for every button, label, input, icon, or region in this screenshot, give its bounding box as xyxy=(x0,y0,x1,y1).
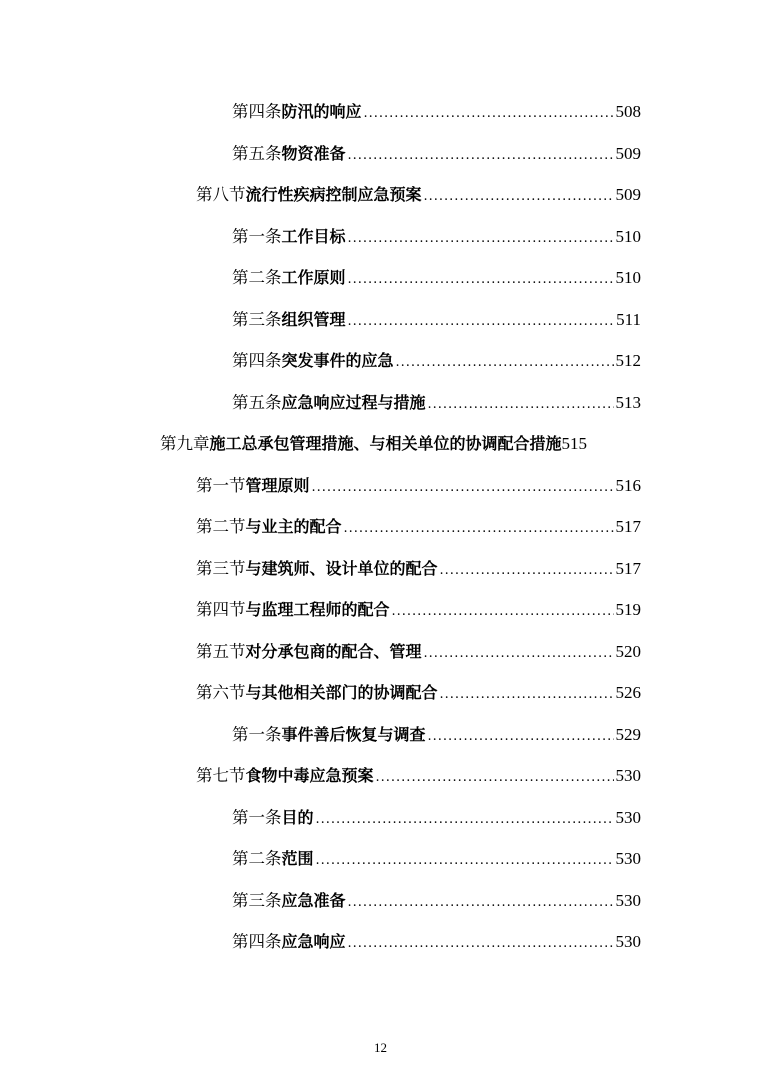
toc-entry xyxy=(160,428,656,454)
toc-leader-dots xyxy=(348,272,614,288)
toc-entry-number: 第一条 xyxy=(232,808,282,827)
toc-entry-page: 510 xyxy=(615,227,641,246)
toc-entry-page: 517 xyxy=(615,517,641,536)
toc-entry-page: 530 xyxy=(615,932,641,951)
toc-leader-dots xyxy=(344,521,614,537)
toc-entry xyxy=(232,719,641,745)
toc-entry-number: 第八节 xyxy=(196,185,246,204)
toc-entry-title: 对分承包商的配合、管理 xyxy=(245,642,422,661)
toc-entry xyxy=(196,179,641,205)
toc-leader-dots xyxy=(440,563,614,579)
toc-entry-title: 应急响应 xyxy=(281,932,346,951)
toc-entry-page: 530 xyxy=(615,891,641,910)
toc-entry-number: 第三节 xyxy=(196,559,246,578)
toc-leader-dots xyxy=(348,148,614,164)
toc-entry-page: 529 xyxy=(615,725,641,744)
toc-entry-number: 第六节 xyxy=(196,683,246,702)
toc-entry-page: 516 xyxy=(615,476,641,495)
toc-entry-page: 510 xyxy=(615,268,641,287)
toc-entry-number: 第三条 xyxy=(232,891,282,910)
toc-entry-title: 范围 xyxy=(281,849,314,868)
toc-entry-number: 第一条 xyxy=(232,227,282,246)
toc-entry-title: 与监理工程师的配合 xyxy=(245,600,390,619)
toc-entry-number: 第四条 xyxy=(232,102,282,121)
toc-entry-number: 第二条 xyxy=(232,268,282,287)
toc-entry-number: 第五条 xyxy=(232,144,282,163)
toc-entry-title: 防汛的响应 xyxy=(281,102,362,121)
toc-entry-number: 第二条 xyxy=(232,849,282,868)
toc-entry-title: 突发事件的应急 xyxy=(281,351,394,370)
toc-leader-dots xyxy=(424,189,614,205)
toc-entry-page: 530 xyxy=(615,849,641,868)
toc-entry-title: 与建筑师、设计单位的配合 xyxy=(245,559,438,578)
toc-entry xyxy=(196,553,641,579)
toc-entry-page: 530 xyxy=(615,808,641,827)
toc-entry-page: 508 xyxy=(615,102,641,121)
toc-entry-number: 第一节 xyxy=(196,476,246,495)
toc-leader-dots xyxy=(348,936,614,952)
toc-entry xyxy=(196,470,641,496)
toc-entry-number: 第五条 xyxy=(232,393,282,412)
toc-leader-dots xyxy=(428,729,614,745)
toc-entry-page: 513 xyxy=(615,393,641,412)
toc-entry-number: 第二节 xyxy=(196,517,246,536)
toc-entry-title: 应急响应过程与措施 xyxy=(281,393,426,412)
toc-leader-dots xyxy=(440,687,614,703)
toc-leader-dots xyxy=(348,895,614,911)
toc-leader-dots xyxy=(396,355,614,371)
toc-leader-dots xyxy=(348,231,614,247)
toc-entry xyxy=(232,304,641,330)
toc-entry-page: 520 xyxy=(615,642,641,661)
toc-entry xyxy=(232,387,641,413)
toc-entry-page: 511 xyxy=(616,310,641,329)
toc-leader-dots xyxy=(428,397,614,413)
toc-entry-title: 工作原则 xyxy=(281,268,346,287)
toc-leader-dots xyxy=(312,480,614,496)
toc-entry-title: 食物中毒应急预案 xyxy=(245,766,374,785)
toc-entry-title: 目的 xyxy=(281,808,314,827)
toc-leader-dots xyxy=(316,812,614,828)
toc-entry-page: 517 xyxy=(615,559,641,578)
toc-entry-number: 第一条 xyxy=(232,725,282,744)
toc-entry-title: 事件善后恢复与调查 xyxy=(281,725,426,744)
toc-leader-dots xyxy=(424,646,614,662)
toc-entry-page: 509 xyxy=(615,185,641,204)
toc-entry-title: 与业主的配合 xyxy=(245,517,342,536)
toc-entry-number: 第四条 xyxy=(232,351,282,370)
toc-entry-title: 组织管理 xyxy=(281,310,346,329)
page-number: 12 xyxy=(374,1040,387,1055)
toc-leader-dots xyxy=(392,604,614,620)
toc-entry xyxy=(196,677,641,703)
toc-leader-dots xyxy=(364,106,614,122)
toc-entry xyxy=(196,511,641,537)
toc-entry-title: 施工总承包管理措施、与相关单位的协调配合措施 xyxy=(209,434,562,453)
toc-entry xyxy=(232,926,641,952)
toc-entry xyxy=(196,636,641,662)
toc-entry xyxy=(232,262,641,288)
toc-entry-page: 530 xyxy=(615,766,641,785)
toc-entry xyxy=(232,345,641,371)
toc-entry-title: 物资准备 xyxy=(281,144,346,163)
toc-entry xyxy=(232,843,641,869)
toc-leader-dots xyxy=(316,853,614,869)
toc-entry-page: 509 xyxy=(615,144,641,163)
toc-entry-number: 第三条 xyxy=(232,310,282,329)
toc-entry-number: 第九章 xyxy=(160,434,210,453)
toc-entry xyxy=(232,802,641,828)
toc-entry xyxy=(232,885,641,911)
toc-entry xyxy=(196,594,641,620)
toc-entry-page: 512 xyxy=(615,351,641,370)
toc-entry-page: 526 xyxy=(615,683,641,702)
toc-entry-title: 与其他相关部门的协调配合 xyxy=(245,683,438,702)
toc-leader-dots xyxy=(348,314,615,330)
toc-entry-title: 应急准备 xyxy=(281,891,346,910)
toc-entry xyxy=(196,760,641,786)
toc-entry-number: 第五节 xyxy=(196,642,246,661)
toc-entry-number: 第四条 xyxy=(232,932,282,951)
toc-entry xyxy=(232,96,641,122)
toc-entry-title: 工作目标 xyxy=(281,227,346,246)
toc-entry-page: 515 xyxy=(561,434,588,453)
toc-entry-title: 管理原则 xyxy=(245,476,310,495)
toc-entry xyxy=(232,221,641,247)
toc-entry-number: 第七节 xyxy=(196,766,246,785)
toc-entry-number: 第四节 xyxy=(196,600,246,619)
toc-leader-dots xyxy=(376,770,614,786)
toc-entry-page: 519 xyxy=(615,600,641,619)
toc-entry xyxy=(232,138,641,164)
toc-entry-title: 流行性疾病控制应急预案 xyxy=(245,185,422,204)
